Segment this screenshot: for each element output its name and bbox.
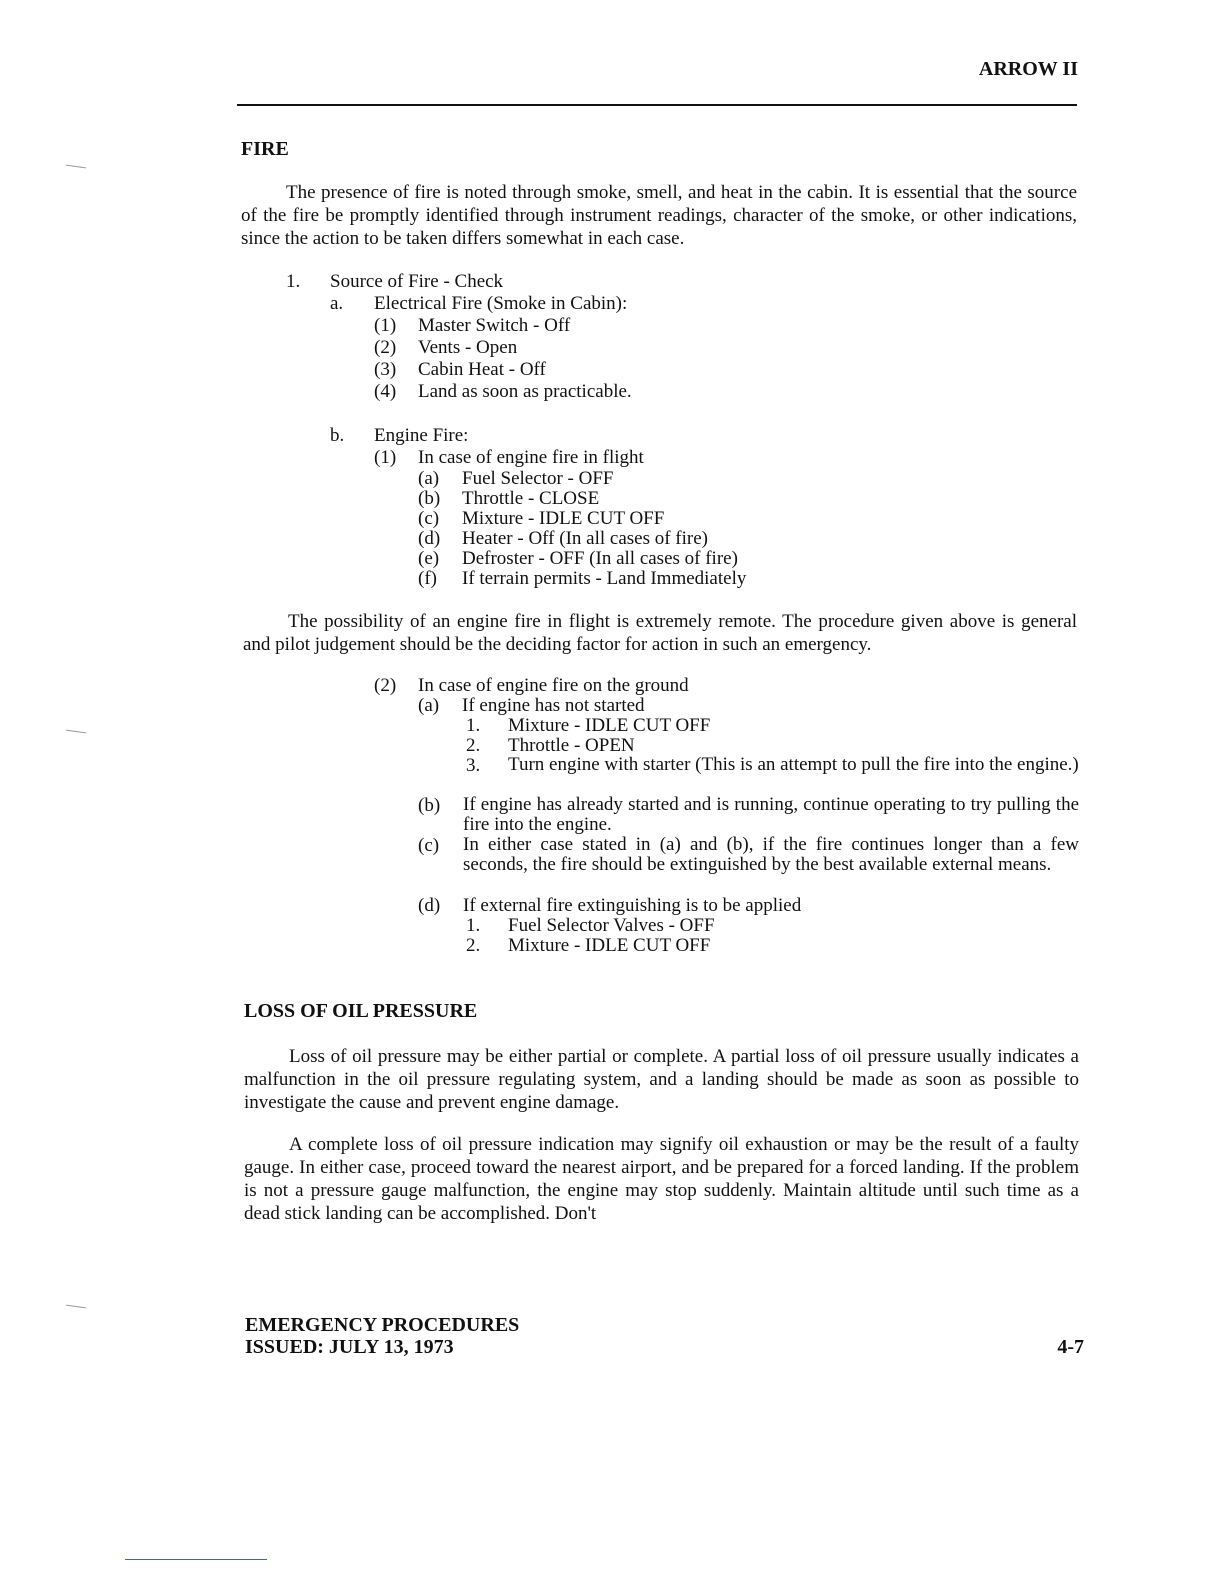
engine-fire-flight: In case of engine fire in flight <box>418 447 644 468</box>
item-letter: (b) <box>418 488 441 509</box>
item-letter: (c) <box>418 835 440 856</box>
engine-fire-title: Engine Fire: <box>374 425 469 446</box>
oil-pressure-paragraph: Loss of oil pressure may be either partial or complete. A partial loss of oil pressure usually indicates a malfunction in the oil pressure regulating system, and a landing should be made as soon as possible to investigate the cause and prevent engine damage. <box>244 1046 1079 1113</box>
item-number: (2) <box>374 675 397 696</box>
electrical-fire-title: Electrical Fire (Smoke in Cabin): <box>374 293 628 314</box>
substep-number: 1. <box>466 915 481 936</box>
item-letter: (c) <box>418 508 440 529</box>
flight-step: If terrain permits - Land Immediately <box>462 568 747 589</box>
electrical-item: Master Switch - Off <box>418 315 571 336</box>
substep-number: 3. <box>466 755 481 776</box>
ground-step: If engine has already started and is running, continue operating to try pulling the fire into the engine. <box>463 794 1079 835</box>
running-header: ARROW II <box>978 58 1078 80</box>
ground-substep: Fuel Selector Valves - OFF <box>508 915 715 936</box>
bottom-rule <box>125 1559 267 1560</box>
step-text: Source of Fire - Check <box>330 271 504 292</box>
flight-step: Fuel Selector - OFF <box>462 468 614 489</box>
item-letter: (b) <box>418 795 441 816</box>
ground-substep: Mixture - IDLE CUT OFF <box>508 935 711 956</box>
footer-section: EMERGENCY PROCEDURES <box>245 1314 520 1336</box>
fire-intro-paragraph: The presence of fire is noted through smoke, smell, and heat in the cabin. It is essential that the source of the fire be promptly identified through instrument readings, character of the smoke, or other indications, since the action to be taken differs somewhat in each case. <box>241 182 1077 249</box>
section-heading-oil-pressure: LOSS OF OIL PRESSURE <box>244 1000 478 1022</box>
ground-step: If engine has not started <box>462 695 645 716</box>
item-number: (1) <box>374 447 397 468</box>
substep-number: 2. <box>466 935 481 956</box>
flight-step: Throttle - CLOSE <box>462 488 600 509</box>
flight-step: Defroster - OFF (In all cases of fire) <box>462 548 738 569</box>
scan-mark <box>66 730 86 734</box>
engine-fire-ground: In case of engine fire on the ground <box>418 675 689 696</box>
substep-number: 2. <box>466 735 481 756</box>
ground-step: In either case stated in (a) and (b), if the fire continues longer than a few seconds, the fire should be extinguished by the best available external means. <box>463 834 1079 875</box>
footer-issued: ISSUED: JULY 13, 1973 <box>245 1336 454 1358</box>
item-number: (3) <box>374 359 397 380</box>
electrical-item: Cabin Heat - Off <box>418 359 546 380</box>
page-number: 4-7 <box>1057 1336 1084 1358</box>
item-letter: b. <box>330 425 345 446</box>
item-letter: (f) <box>418 568 437 589</box>
scan-mark <box>66 1305 86 1309</box>
ground-substep: Throttle - OPEN <box>508 735 635 756</box>
ground-substep: Mixture - IDLE CUT OFF <box>508 715 711 736</box>
electrical-item: Land as soon as practicable. <box>418 381 632 402</box>
flight-step: Heater - Off (In all cases of fire) <box>462 528 708 549</box>
ground-step: If external fire extinguishing is to be applied <box>463 895 802 916</box>
item-letter: (d) <box>418 895 441 916</box>
item-letter: (a) <box>418 468 440 489</box>
header-rule <box>237 104 1077 106</box>
ground-substep: Turn engine with starter (This is an attempt to pull the fire into the engine.) <box>508 754 1079 775</box>
scan-mark <box>66 165 86 169</box>
step-number: 1. <box>286 271 301 292</box>
item-letter: (a) <box>418 695 440 716</box>
item-letter: (e) <box>418 548 440 569</box>
oil-pressure-paragraph: A complete loss of oil pressure indication may signify oil exhaustion or may be the result of a faulty gauge. In either case, proceed toward the nearest airport, and be prepared for a forced landing. If the problem is not a pressure gauge malfunction, the engine may stop suddenly. Maintain altitude until such time as a dead stick landing can be accomplished. Don't <box>244 1134 1079 1224</box>
electrical-item: Vents - Open <box>418 337 518 358</box>
item-number: (2) <box>374 337 397 358</box>
item-number: (1) <box>374 315 397 336</box>
item-number: (4) <box>374 381 397 402</box>
section-heading-fire: FIRE <box>241 138 289 160</box>
engine-fire-note: The possibility of an engine fire in flight is extremely remote. The procedure given above is general and pilot judgement should be the deciding factor for action in such an emergency. <box>243 611 1077 655</box>
substep-number: 1. <box>466 715 481 736</box>
item-letter: a. <box>330 293 344 314</box>
flight-step: Mixture - IDLE CUT OFF <box>462 508 665 529</box>
item-letter: (d) <box>418 528 441 549</box>
